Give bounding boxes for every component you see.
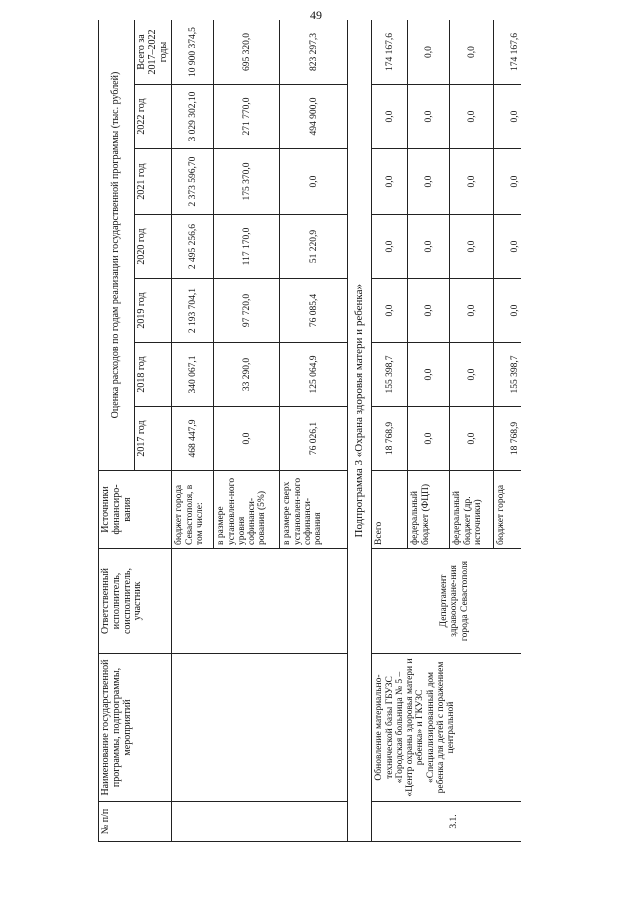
- budget-table-rotated: [98, 20, 521, 842]
- cell-value: 117 170,0: [214, 215, 280, 279]
- cell-value: 0,0: [372, 279, 408, 343]
- cell-value: 0,0: [408, 343, 450, 407]
- cell-value: 271 770,0: [214, 85, 280, 149]
- cell-value: 0,0: [372, 85, 408, 149]
- cell-source: Всего: [372, 471, 408, 549]
- cell-value: 0,0: [372, 215, 408, 279]
- cell-value: 0,0: [450, 407, 494, 471]
- cell-value: 0,0: [408, 149, 450, 215]
- cell-value: 33 290,0: [214, 343, 280, 407]
- cell-value: 823 297,3: [280, 20, 348, 85]
- cell-value: 468 447,9: [172, 407, 214, 471]
- cell-value: 155 398,7: [494, 343, 521, 407]
- cell-value: 18 768,9: [372, 407, 408, 471]
- cell-value: 695 320,0: [214, 20, 280, 85]
- cell-empty: [172, 802, 348, 842]
- cell-value: 3 029 302,10: [172, 85, 214, 149]
- cell-value: 0,0: [408, 85, 450, 149]
- page-number: 49: [310, 8, 322, 22]
- header-year-2019: 2019 год: [135, 279, 172, 343]
- cell-value: 494 900,0: [280, 85, 348, 149]
- budget-table: [98, 20, 521, 842]
- header-num: № п/п: [99, 802, 172, 842]
- cell-empty: [172, 654, 348, 802]
- table-row: [372, 20, 408, 842]
- rotated-page-area: [98, 20, 521, 842]
- cell-source: федеральный бюджет (ФЦП): [408, 471, 450, 549]
- cell-value: 0,0: [214, 407, 280, 471]
- cell-source: в размере установлен-ного уровня софинанси-рования (5%): [214, 471, 280, 549]
- cell-value: 0,0: [408, 20, 450, 85]
- header-estimate: Оценка расходов по годам реализации государственной программы (тыс. рублей): [99, 20, 135, 471]
- item-responsible: Департамент здравоохране-ния города Севастополя: [372, 549, 521, 654]
- cell-value: 0,0: [408, 215, 450, 279]
- cell-value: 0,0: [494, 279, 521, 343]
- cell-value: 2 495 256,6: [172, 215, 214, 279]
- cell-value: 0,0: [450, 343, 494, 407]
- cell-source: бюджет города: [494, 471, 521, 549]
- cell-value: 155 398,7: [372, 343, 408, 407]
- cell-empty: [348, 802, 372, 842]
- cell-source: в размере сверх установлен-ного софинанси-рования: [280, 471, 348, 549]
- cell-value: 76 085,4: [280, 279, 348, 343]
- item-name: Обновление материально-технической базы ГБУЗС «Городская больница № 5 – «Центр охраны здоровья матери и ребенка» и ГКУЗС «Специализированный дом ребенка для детей с поражением центральной: [372, 654, 521, 802]
- item-number: 3.1.: [372, 802, 521, 842]
- cell-value: 10 900 374,5: [172, 20, 214, 85]
- cell-value: 0,0: [450, 215, 494, 279]
- header-responsible: Ответственный исполнитель, соисполнитель, участник: [99, 549, 172, 654]
- header-year-2021: 2021 год: [135, 149, 172, 215]
- cell-source: федеральный бюджет (др. источники): [450, 471, 494, 549]
- cell-value: 125 064,9: [280, 343, 348, 407]
- cell-value: 0,0: [450, 20, 494, 85]
- header-year-2022: 2022 год: [135, 85, 172, 149]
- cell-value: 340 067,1: [172, 343, 214, 407]
- cell-value: 0,0: [450, 149, 494, 215]
- cell-value: 18 768,9: [494, 407, 521, 471]
- cell-empty: [172, 549, 348, 654]
- header-year-2017: 2017 год: [135, 407, 172, 471]
- cell-value: 175 370,0: [214, 149, 280, 215]
- cell-value: 0,0: [408, 407, 450, 471]
- cell-value: 0,0: [494, 85, 521, 149]
- header-sources: Источники финансиро-вания: [99, 471, 172, 549]
- header-year-2018: 2018 год: [135, 343, 172, 407]
- cell-value: 0,0: [372, 149, 408, 215]
- cell-value: 0,0: [494, 215, 521, 279]
- table-row: [172, 20, 214, 842]
- cell-value: 174 167,6: [372, 20, 408, 85]
- cell-value: 174 167,6: [494, 20, 521, 85]
- header-name: Наименование государственной программы, подпрограммы, мероприятий: [99, 654, 172, 802]
- cell-source: бюджет города Севастополя, в том числе:: [172, 471, 214, 549]
- subprogram-title: Подпрограмма 3 «Охрана здоровья матери и ребенка»: [348, 20, 372, 802]
- cell-value: 76 026,1: [280, 407, 348, 471]
- cell-value: 0,0: [450, 279, 494, 343]
- cell-value: 0,0: [494, 149, 521, 215]
- cell-value: 2 373 596,70: [172, 149, 214, 215]
- cell-value: 51 220,9: [280, 215, 348, 279]
- header-year-2020: 2020 год: [135, 215, 172, 279]
- header-total: Всего за 2017–2022 годы: [135, 20, 172, 85]
- subprogram-row: [348, 20, 372, 842]
- cell-value: 97 720,0: [214, 279, 280, 343]
- cell-value: 0,0: [280, 149, 348, 215]
- cell-value: 0,0: [450, 85, 494, 149]
- cell-value: 0,0: [408, 279, 450, 343]
- cell-value: 2 193 704,1: [172, 279, 214, 343]
